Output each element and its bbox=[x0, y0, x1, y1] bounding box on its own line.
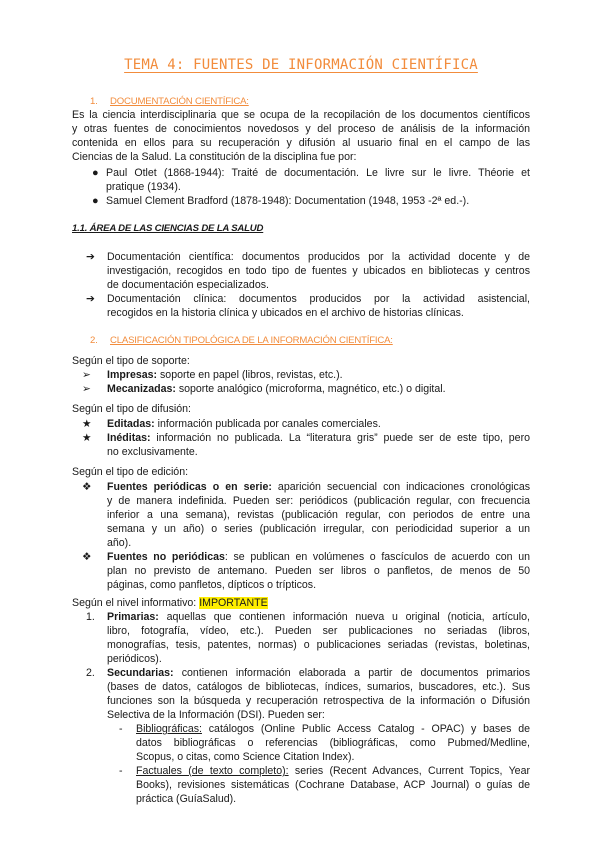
sub-item-line: Books), revisiones sistemáticas (Cochrane Database, ACP Journal) o guías de bbox=[136, 779, 530, 791]
section-1-title: DOCUMENTACIÓN CIENTÍFICA: bbox=[110, 96, 249, 107]
arrow-right-icon: ➔ bbox=[86, 293, 95, 305]
arrow-item-line: investigación, recogidos en todo tipo de fuentes y ubicados en bibliotecas y centros bbox=[107, 265, 530, 277]
soporte-item: Impresas: soporte en papel (libros, revistas, etc.). bbox=[107, 369, 343, 381]
bullet-line: Paul Otlet (1868-1944): Traité de documentación. Le livre sur le livre. Théorie et bbox=[106, 167, 530, 179]
intro-line: y otras fuentes de conocimientos novedosos y del proceso de análisis de la información bbox=[72, 123, 530, 135]
sub-item: Bibliográficas: catálogos (Online Public Access Catalog - OPAC) y bases de bbox=[136, 723, 530, 735]
nivel-item-line: Selectiva de la Información (DSI). Pueden ser: bbox=[107, 709, 325, 721]
group-label-soporte: Según el tipo de soporte: bbox=[72, 355, 190, 367]
nivel-item-line: libro, fotografía, vídeo, etc.). Pueden ser publicaciones no seriadas (libros, bbox=[107, 625, 530, 637]
dash-icon: - bbox=[119, 765, 123, 777]
diamond-icon: ❖ bbox=[82, 481, 92, 493]
edicion-item-line: plan no previsto de antemano. Pueden ser libros o panfletos, de menos de 50 bbox=[107, 565, 530, 577]
section-2-heading bbox=[72, 334, 393, 348]
star-icon: ★ bbox=[82, 418, 92, 430]
dash-icon: - bbox=[119, 723, 123, 735]
arrow-item-line: Documentación científica: documentos producidos por la actividad docente y de bbox=[107, 251, 530, 263]
nivel-item-line: periódicos). bbox=[107, 653, 162, 665]
list-number: 2. bbox=[86, 667, 95, 679]
intro-line: Ciencias de la Salud. La constitución de la disciplina fue por: bbox=[72, 151, 357, 163]
bullet-dot-icon: ● bbox=[92, 195, 99, 207]
arrowhead-icon: ➢ bbox=[82, 369, 91, 381]
arrow-item-line: Documentación clínica: documentos producidos por la actividad asistencial, bbox=[107, 293, 530, 305]
edicion-item-line: y de manera indefinida. Pueden ser: periódicos (publicación regular, con frecuencia bbox=[107, 495, 530, 507]
bullet-dot-icon: ● bbox=[92, 167, 99, 179]
bullet-line: pratique (1934). bbox=[106, 181, 181, 193]
subsection-1-1-heading: 1.1. ÁREA DE LAS CIENCIAS DE LA SALUD bbox=[72, 223, 264, 234]
intro-line: Es la ciencia interdisciplinaria que se ocupa de la recopilación de los documentos científicos bbox=[72, 109, 530, 121]
edicion-item-line: año). bbox=[107, 537, 132, 549]
list-number: 1. bbox=[86, 611, 95, 623]
section-1-number: 1. bbox=[90, 96, 98, 107]
sub-item: Factuales (de texto completo): series (Recent Advances, Current Topics, Year bbox=[136, 765, 530, 777]
sub-item-line: datos bibliográficas o referencias (bibliográficas, como Pubmed/Medline, bbox=[136, 737, 530, 749]
soporte-item: Mecanizadas: soporte analógico (microforma, magnético, etc.) o digital. bbox=[107, 383, 446, 395]
sub-item-line: práctica (GuíaSalud). bbox=[136, 793, 237, 805]
sub-item-line: Scopus, o citas, como Science Citation Index). bbox=[136, 751, 355, 763]
group-label-nivel: Según el nivel informativo: IMPORTANTE bbox=[72, 597, 268, 609]
edicion-item: Fuentes periódicas o en serie: aparición secuencial con indicaciones cronológicas bbox=[107, 481, 531, 493]
nivel-item-line: (bases de datos, catálogos de bibliotecas, índices, sumarios, buscadores, etc.). Sus bbox=[107, 681, 530, 693]
intro-line: contenida en ellos para su recuperación y difusión al usuario final en el campo de las bbox=[72, 137, 530, 149]
section-1-heading bbox=[72, 95, 249, 109]
group-label-edicion: Según el tipo de edición: bbox=[72, 466, 189, 478]
star-icon: ★ bbox=[82, 432, 92, 444]
group-label-difusion: Según el tipo de difusión: bbox=[72, 403, 191, 415]
section-2-number: 2. bbox=[90, 335, 98, 346]
arrow-right-icon: ➔ bbox=[86, 251, 95, 263]
edicion-item-line: semana y un año) o series (publicación irregular, con periodicidad superior a un bbox=[107, 523, 530, 535]
arrowhead-icon: ➢ bbox=[82, 383, 91, 395]
section-2-title: CLASIFICACIÓN TIPOLÓGICA DE LA INFORMACIÓN CIENTÍFICA: bbox=[110, 335, 393, 346]
nivel-item-line: monografías, tesis, patentes, normas) o publicaciones seriadas (revistas, boletinas, bbox=[107, 639, 530, 651]
arrow-item-line: de documentación especializados. bbox=[107, 279, 269, 291]
edicion-item-line: inferior a una semana), revistas (publicación regular, con periodos de entre una bbox=[107, 509, 530, 521]
edicion-item: Fuentes no periódicas: se publican en volúmenes o fascículos de acuerdo con un bbox=[107, 551, 531, 563]
nivel-item-line: funciones son la búsqueda y recuperación retrospectiva de la información o Difusión bbox=[107, 695, 530, 707]
edicion-item-line: páginas, como panfletos, dípticos o trípticos. bbox=[107, 579, 317, 591]
difusion-item: Editadas: información publicada por canales comerciales. bbox=[107, 418, 381, 430]
nivel-item: Primarias: aquellas que contienen información nueva u original (noticia, artículo, bbox=[107, 611, 530, 623]
difusion-item: Inéditas: información no publicada. La “literatura gris” puede ser de este tipo, pero bbox=[107, 432, 530, 444]
arrow-item-line: recogidos en la historia clínica y ubicados en el archivo de historias clínicas. bbox=[107, 307, 464, 319]
nivel-item: Secundarias: contienen información elaborada a partir de documentos primarios bbox=[107, 667, 530, 679]
difusion-item-line: no exclusivamente. bbox=[107, 446, 198, 458]
diamond-icon: ❖ bbox=[82, 551, 92, 563]
important-highlight: IMPORTANTE bbox=[199, 597, 268, 609]
bullet-line: Samuel Clement Bradford (1878-1948): Documentation (1948, 1953 -2ª ed.-). bbox=[106, 195, 470, 207]
page-title: TEMA 4: FUENTES DE INFORMACIÓN CIENTÍFICA bbox=[124, 57, 478, 73]
